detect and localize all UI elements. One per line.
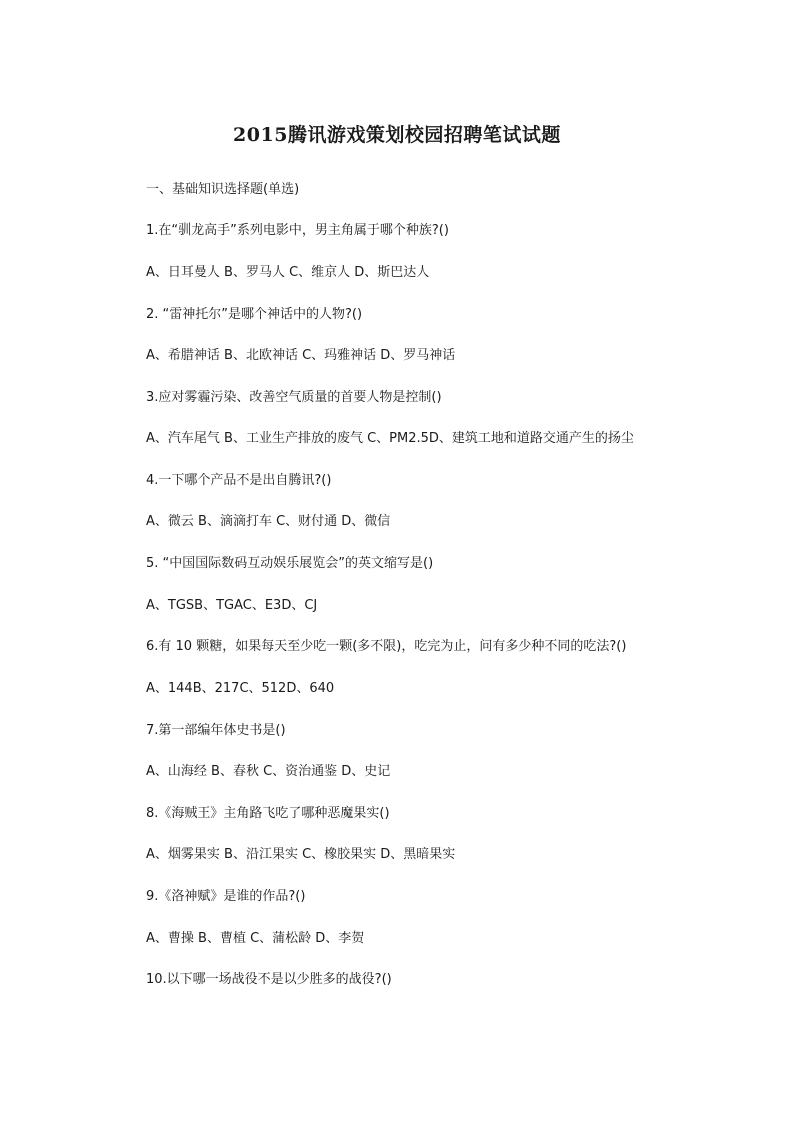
question-5: 5. “中国国际数码互动娱乐展览会”的英文缩写是() — [146, 556, 434, 571]
options-2: A、希腊神话 B、北欧神话 C、玛雅神话 D、罗马神话 — [146, 348, 456, 363]
question-6: 6.有 10 颗糖，如果每天至少吃一颗(多不限)，吃完为止，问有多少种不同的吃法?() — [146, 639, 627, 654]
options-1: A、日耳曼人 B、罗马人 C、维京人 D、斯巴达人 — [146, 265, 430, 280]
options-7: A、山海经 B、春秋 C、资治通鉴 D、史记 — [146, 764, 391, 779]
options-4: A、微云 B、滴滴打车 C、财付通 D、微信 — [146, 514, 391, 529]
options-6: A、144B、217C、512D、640 — [146, 681, 335, 696]
document-title: 2015腾讯游戏策划校园招聘笔试试题 — [233, 124, 561, 146]
section-heading: 一、基础知识选择题(单选) — [146, 182, 300, 197]
question-3: 3.应对雾霾污染、改善空气质量的首要人物是控制() — [146, 390, 442, 405]
question-10: 10.以下哪一场战役不是以少胜多的战役?() — [146, 972, 392, 987]
question-4: 4.一下哪个产品不是出自腾讯?() — [146, 473, 332, 488]
options-9: A、曹操 B、曹植 C、蒲松龄 D、李贺 — [146, 931, 365, 946]
options-3: A、汽车尾气 B、工业生产排放的废气 C、PM2.5D、建筑工地和道路交通产生的扬尘 — [146, 431, 634, 446]
options-5: A、TGSB、TGAC、E3D、CJ — [146, 598, 318, 613]
question-8: 8.《海贼王》主角路飞吃了哪种恶魔果实() — [146, 806, 390, 821]
question-7: 7.第一部编年体史书是() — [146, 723, 286, 738]
question-9: 9.《洛神赋》是谁的作品?() — [146, 889, 306, 904]
question-1: 1.在“驯龙高手”系列电影中，男主角属于哪个种族?() — [146, 223, 449, 238]
question-2: 2. “雷神托尔”是哪个神话中的人物?() — [146, 307, 363, 322]
options-8: A、烟雾果实 B、沿江果实 C、橡胶果实 D、黑暗果实 — [146, 847, 456, 862]
